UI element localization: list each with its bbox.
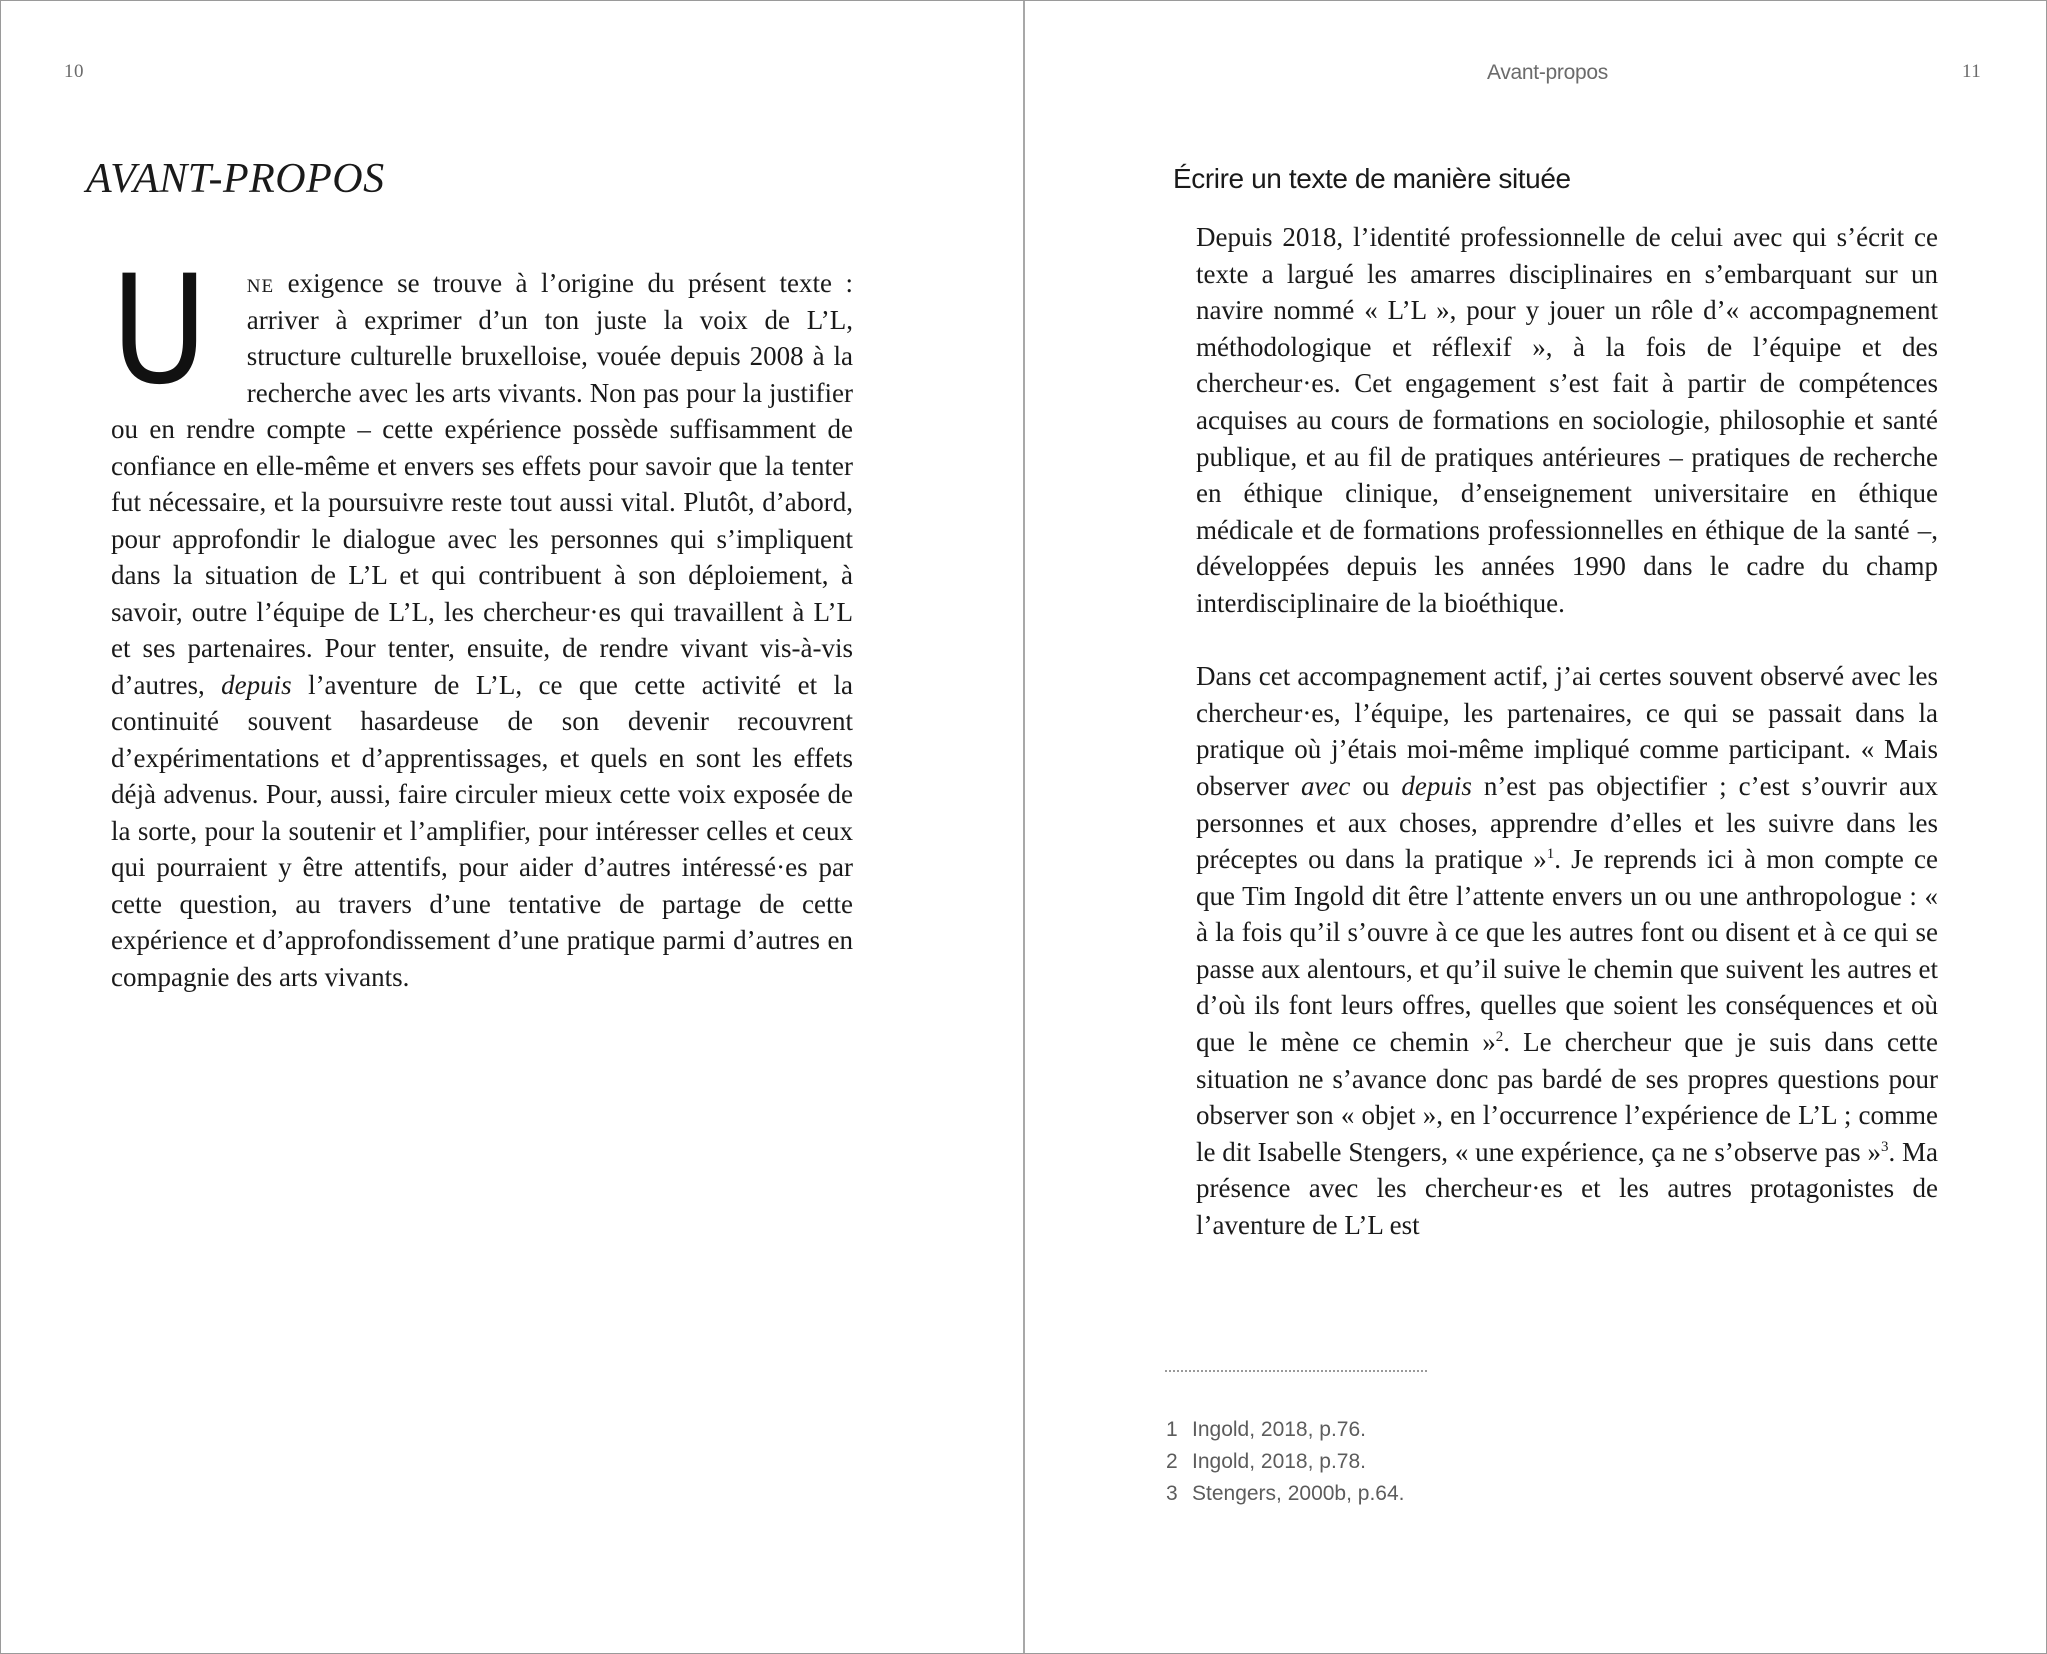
footnote-ref-1[interactable]: 1 [1546,846,1555,863]
footnote-item [1166,1446,1405,1478]
paragraph-text: ou [1350,770,1402,801]
paragraph-2 [1196,658,1938,1244]
emphasis-text: depuis [221,669,292,700]
footnote-separator [1165,1370,1427,1372]
paragraph-1: Depuis 2018, l’identité professionnelle de celui avec qui s’écrit ce texte a largué les amarres disciplinaires en s’embarquant sur un navire nommé « L’L », pour y jouer un rôle d’« accompagnement méthodologique et réflexif », à la fois de l’équipe et des chercheur·es. Cet engagement s’est fait à partir de compétences acquises au cours de formations en sociologie, philosophie et santé publique, et au fil de pratiques antérieures – pratiques de recherche en éthique clinique, d’enseignement universitaire en éthique médicale et de formations professionnelles en éthique de la santé –, développées depuis les années 1990 dans le cadre du champ interdisciplinaire de la bioéthique. [1196,222,1938,618]
footnote-text: Ingold, 2018, p.76. [1192,1418,1366,1441]
right-body-text [1196,219,1938,1244]
paragraph-text: . Le chercheur que je suis dans cette situation ne s’avance donc pas bardé de ses propres questions pour observer son « objet », en l’occurrence l’expérience de L’L ; comme le dit Isabelle Stengers, « une expérience, ça ne s’observe pas » [1196,1027,1938,1167]
footnote-item [1166,1478,1405,1510]
footnote-ref-2[interactable]: 2 [1495,1029,1504,1046]
page-number-left: 10 [64,61,84,82]
emphasis-text: avec [1300,770,1351,801]
paragraph-text: n’est pas objectifier ; c’est s’ouvrir aux personnes et aux choses, apprendre d’elles et les suivre dans les préceptes ou dans la pratique » [1196,770,1938,875]
chapter-title: AVANT-PROPOS [86,156,385,202]
small-caps-lead: ne [246,268,275,298]
footnote-number: 1 [1166,1418,1178,1441]
paragraph-text: . Je reprends ici à mon compte ce que Tim Ingold dit être l’attente envers un ou une anthropologue : « à la fois qu’il s’ouvre à ce que les autres font ou disent et à ce qui se passe aux alentours, et qu’il suive le chemin que suivent les autres et d’où ils font leurs offres, quelles que soient les conséquences et où que le mène ce chemin » [1196,844,1939,1058]
footnotes-list [1166,1414,1405,1510]
footnote-number: 3 [1166,1482,1178,1505]
footnote-text: Ingold, 2018, p.78. [1192,1450,1366,1473]
running-head: Avant-propos [1487,61,1608,84]
footnote-item [1166,1414,1405,1446]
paragraph-text: Dans cet accompagnement actif, j’ai certes souvent observé avec les chercheur·es, l’équipe, les partenaires, ce qui se passait dans la pratique où j’étais moi-même impliqué comme participant. « Mais observer [1196,661,1938,801]
paragraph-text: exigence se trouve à l’origine du présent texte : arriver à exprimer d’un ton juste la voix de L’L, structure culturelle bruxelloise, vouée depuis 2008 à la recherche avec les arts vivants. Non pas pour la justifier ou en rendre compte – cette expérience possède suffisamment de confiance en elle-même et envers ses effets pour savoir que la tenter fut nécessaire, et la poursuivre reste tout aussi vital. Plutôt, d’abord, pour approfondir le dialogue avec les personnes qui s’impliquent dans la situation de L’L et qui contribuent à son déploiement, à savoir, outre l’équipe de L’L, les chercheur·es qui travaillent à L’L et ses partenaires. Pour tenter, ensuite, de rendre vivant vis-à-vis d’autres, [111,268,853,700]
section-title: Écrire un texte de manière située [1173,163,1571,194]
intro-paragraph [111,244,853,995]
page-number-right: 11 [1962,61,1982,82]
paragraph-text: l’aventure de L’L, ce que cette activité et la continuité souvent hasardeuse de son devenir recouvrent d’expérimentations et d’apprentissages, et quels en sont les effets déjà advenus. Pour, aussi, faire circuler mieux cette voix exposée de la sorte, pour la soutenir et l’amplifier, pour intéresser celles et ceux qui pourraient y être attentifs, pour aider d’autres intéressé·es par cette question, au travers d’une tentative de partage de cette expérience et d’approfondissement d’une pratique parmi d’autres en compagnie des arts vivants. [111,669,853,992]
footnote-ref-3[interactable]: 3 [1880,1138,1889,1155]
footnote-text: Stengers, 2000b, p.64. [1192,1482,1405,1505]
left-page [1,1,1023,1653]
emphasis-text: depuis [1401,770,1472,801]
paragraph-text: . Ma présence avec les chercheur·es et les autres protagonistes de l’aventure de L’L est [1196,1136,1938,1241]
footnote-number: 2 [1166,1450,1178,1473]
drop-cap: U [111,244,208,418]
